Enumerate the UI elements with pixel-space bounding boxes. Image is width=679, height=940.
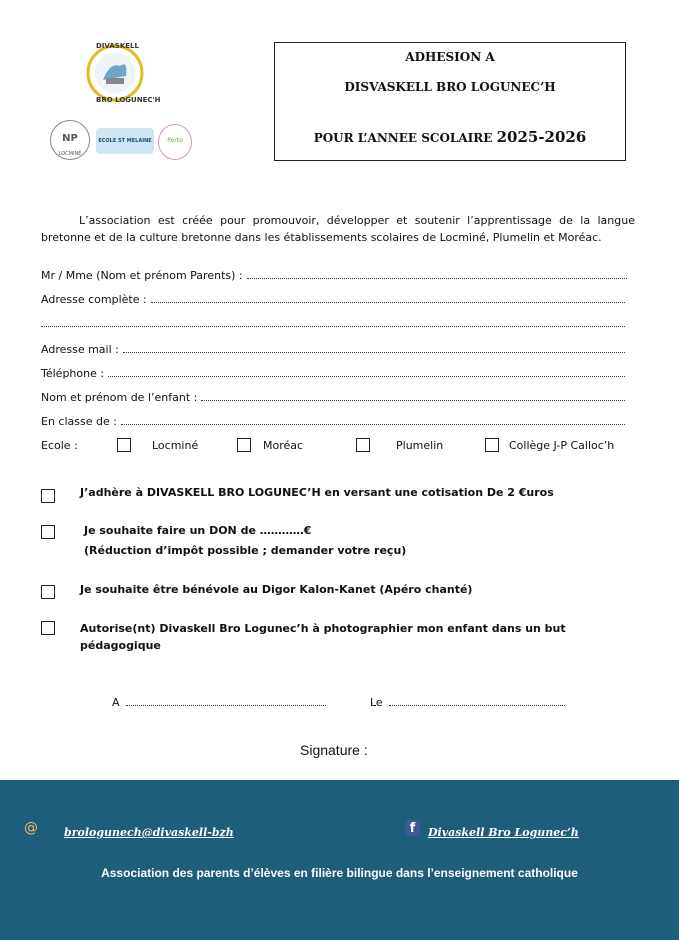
school-logo-porto: Porto bbox=[158, 124, 192, 160]
address-label: Adresse complète : bbox=[41, 293, 147, 306]
photo-consent-text: Autorise(nt) Divaskell Bro Logunec’h à photographier mon enfant dans un but pédagogique bbox=[80, 622, 566, 652]
signature-label: Signature : bbox=[300, 742, 368, 758]
phone-line[interactable] bbox=[108, 366, 625, 377]
date-field[interactable] bbox=[370, 695, 565, 709]
school-checkbox-moreac[interactable] bbox=[237, 438, 251, 452]
parents-name-label: Mr / Mme (Nom et prénom Parents) : bbox=[41, 269, 243, 282]
address-line-2[interactable] bbox=[41, 316, 625, 327]
place-line[interactable] bbox=[126, 695, 326, 706]
title-line3 bbox=[275, 128, 625, 146]
donation-checkbox[interactable] bbox=[41, 525, 55, 539]
school-option-college: Collège J-P Calloc’h bbox=[509, 439, 615, 452]
photo-consent-checkbox[interactable] bbox=[41, 621, 55, 635]
title-school-year-label: POUR L’ANNEE SCOLAIRE bbox=[313, 131, 493, 145]
child-name-label: Nom et prénom de l’enfant : bbox=[41, 391, 198, 404]
membership-text: J’adhère à DIVASKELL BRO LOGUNEC’H en versant une cotisation De 2 €uros bbox=[80, 486, 554, 499]
phone-field[interactable] bbox=[41, 366, 625, 380]
school-option-locmine: Locminé bbox=[152, 439, 199, 452]
email-field[interactable] bbox=[41, 342, 625, 356]
footer-facebook-link[interactable]: Divaskell Bro Logunec’h bbox=[428, 826, 579, 839]
footer-association-text: Association des parents d’élèves en filière bilingue dans l’enseignement catholique bbox=[101, 866, 578, 880]
place-field[interactable] bbox=[112, 695, 326, 709]
parents-name-line[interactable] bbox=[247, 268, 627, 279]
school-option-plumelin: Plumelin bbox=[396, 439, 444, 452]
school-checkbox-locmine[interactable] bbox=[117, 438, 131, 452]
title-year: 2025-2026 bbox=[496, 128, 587, 146]
title-line1: ADHESION A bbox=[405, 50, 495, 64]
address-line[interactable] bbox=[151, 292, 625, 303]
parents-name-field[interactable] bbox=[41, 268, 627, 282]
donation-note: (Réduction d’impôt possible ; demander votre reçu) bbox=[84, 544, 407, 557]
class-label: En classe de : bbox=[41, 415, 117, 428]
title-line2: DISVASKELL BRO LOGUNEC’H bbox=[344, 80, 556, 94]
phone-label: Téléphone : bbox=[41, 367, 105, 380]
title-box bbox=[274, 42, 626, 161]
school-logo-locmine: NP LOCMINÉ bbox=[50, 120, 90, 160]
school-logo-saint-melaine: ECOLE ST MELAINE bbox=[96, 128, 154, 154]
class-line[interactable] bbox=[121, 414, 625, 425]
school-label: Ecole : bbox=[41, 439, 78, 452]
child-name-field[interactable] bbox=[41, 390, 625, 404]
donation-text: Je souhaite faire un DON de …………€ bbox=[84, 524, 312, 537]
school-checkbox-plumelin[interactable] bbox=[356, 438, 370, 452]
child-name-line[interactable] bbox=[201, 390, 625, 401]
school-choice bbox=[41, 437, 641, 455]
volunteer-checkbox[interactable] bbox=[41, 585, 55, 599]
membership-checkbox[interactable] bbox=[41, 489, 55, 503]
place-label: A bbox=[112, 696, 120, 709]
footer-email-link[interactable]: brologunech@divaskell-bzh bbox=[64, 826, 234, 839]
at-icon: @ bbox=[24, 820, 38, 836]
address-field-2[interactable] bbox=[41, 316, 625, 327]
logo-name-bottom: BRO LOGUNEC'H bbox=[96, 96, 161, 104]
school-checkbox-college[interactable] bbox=[485, 438, 499, 452]
logo-name-top: DIVASKELL bbox=[96, 42, 139, 50]
school-option-moreac: Moréac bbox=[263, 439, 304, 452]
address-field[interactable] bbox=[41, 292, 625, 306]
email-label: Adresse mail : bbox=[41, 343, 119, 356]
facebook-icon: f bbox=[405, 820, 420, 836]
date-label: Le bbox=[370, 696, 383, 709]
email-line[interactable] bbox=[123, 342, 625, 353]
intro-paragraph: L’association est créée pour promouvoir, développer et soutenir l’apprentissage de la langue bretonne et de la culture bretonne dans les établissements scolaires de Locminé, Plumelin et Moréac. bbox=[41, 214, 635, 244]
class-field[interactable] bbox=[41, 414, 625, 428]
date-line[interactable] bbox=[389, 695, 565, 706]
volunteer-text: Je souhaite être bénévole au Digor Kalon-Kanet (Apéro chanté) bbox=[80, 583, 473, 596]
footer bbox=[0, 780, 679, 940]
